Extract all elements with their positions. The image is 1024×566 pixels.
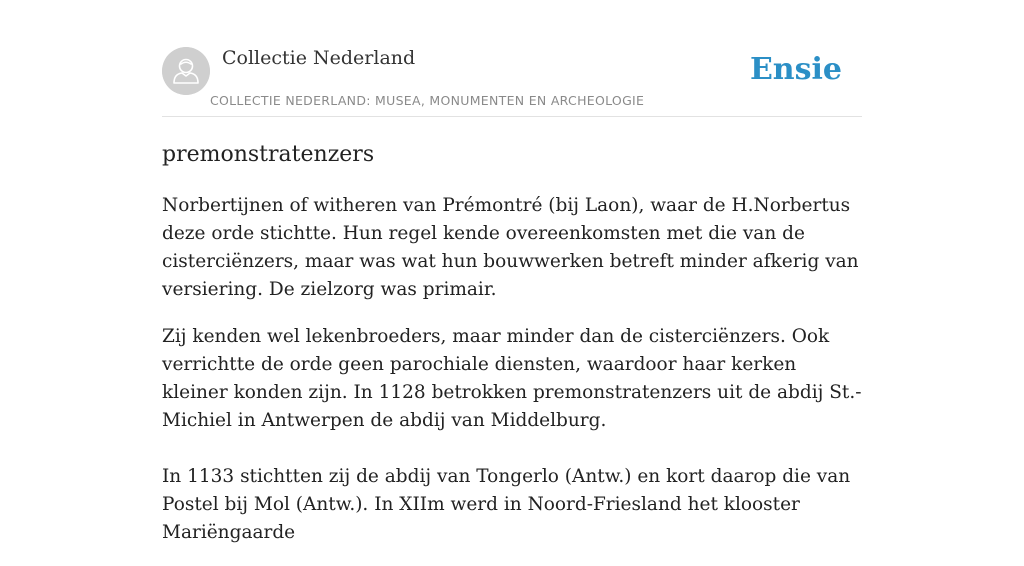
paragraph: In 1133 stichtten zij de abdij van Tongerlo (Antw.) en kort daarop die van Postel bij Mol (Antw.). In XIIm werd in Noord-Friesland het klooster Mariëngaarde	[162, 466, 851, 543]
page	[162, 0, 862, 543]
author-name[interactable]: Collectie Nederland	[222, 47, 416, 69]
article-header	[162, 0, 862, 117]
collection-name[interactable]: COLLECTIE NEDERLAND: MUSEA, MONUMENTEN EN ARCHEOLOGIE	[210, 93, 645, 108]
page-title: premonstratenzers	[162, 142, 375, 167]
article-body	[162, 192, 862, 566]
user-icon	[162, 47, 210, 95]
paragraph: Norbertijnen of witheren van Prémontré (bij Laon), waar de H.Norbertus deze orde stichtte. Hun regel kende overeenkomsten met die van de cisterciënzers, maar was wat hun bouwwerken betreft minder afkerig van versiering. De zielzorg was primair.	[162, 195, 859, 300]
brand-logo[interactable]: Ensie	[749, 52, 842, 87]
avatar[interactable]	[162, 47, 210, 95]
paragraph: Zij kenden wel lekenbroeders, maar minder dan de cisterciënzers. Ook verrichtte de orde geen parochiale diensten, waardoor haar kerken kleiner konden zijn. In 1128 betrokken premonstratenzers uit de abdij St.-Michiel in Antwerpen de abdij van Middelburg.	[162, 326, 862, 431]
